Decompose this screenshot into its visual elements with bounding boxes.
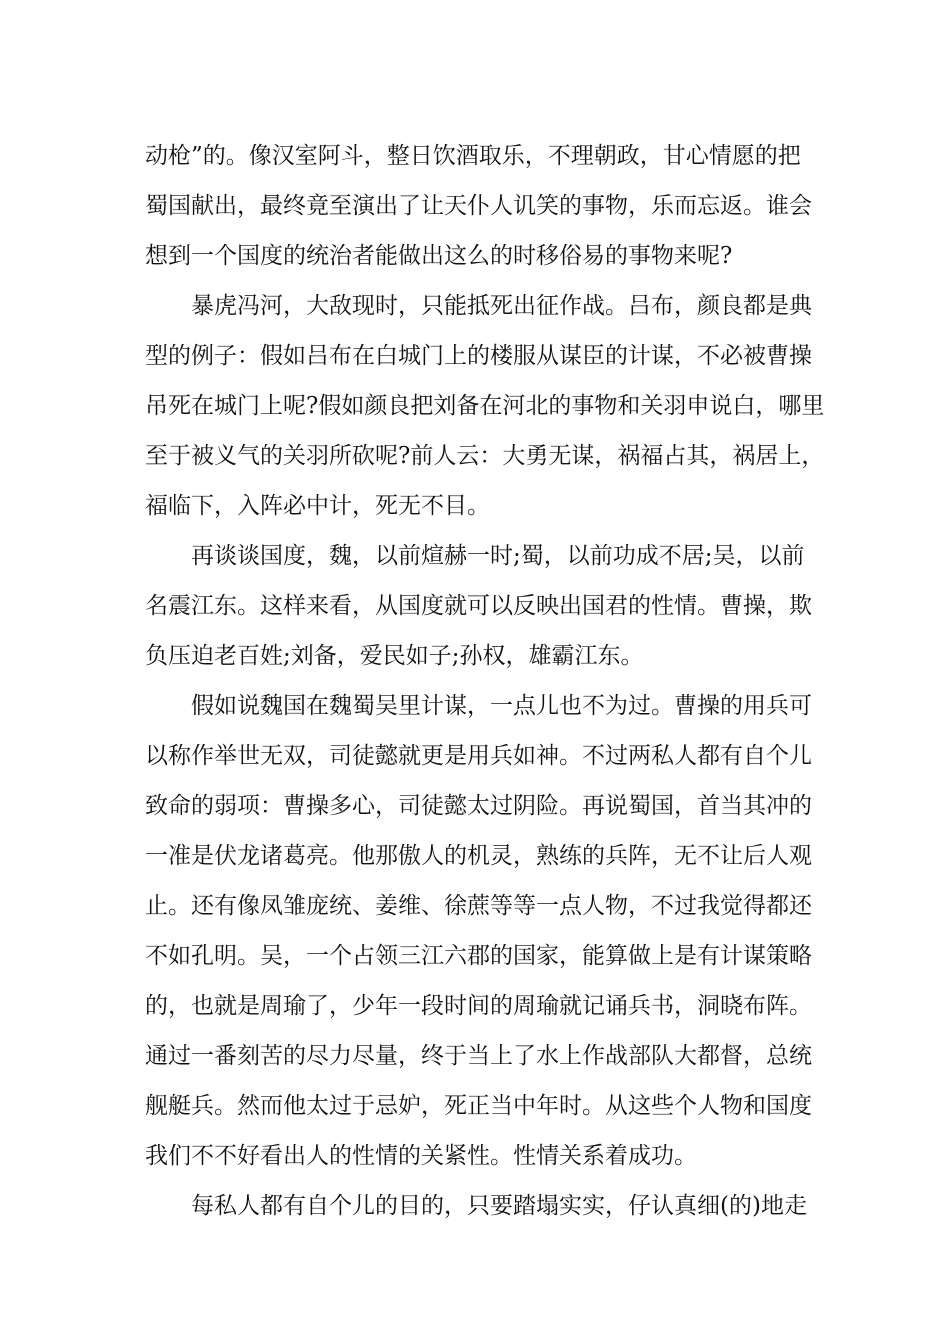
text-line: 福临下，入阵必中计，死无不目。 <box>145 493 490 519</box>
paragraph-1 <box>145 131 812 281</box>
text-line: 每私人都有自个儿的目的，只要踏塌实实，仔认真细(的)地走 <box>145 1193 807 1219</box>
text-line: 动枪”的。像汉室阿斗，整日饮酒取乐，不理朝政，甘心情愿的把 <box>145 143 801 169</box>
text-line: 蜀国献出，最终竟至演出了让天仆人讥笑的事物，乐而忘返。谁会 <box>145 193 812 219</box>
paragraph-4 <box>145 681 812 1181</box>
text-line: 以称作举世无双，司徒懿就更是用兵如神。不过两私人都有自个儿 <box>145 743 812 769</box>
document-body <box>145 131 825 1231</box>
text-line: 名震江东。这样来看，从国度就可以反映出国君的性情。曹操，欺 <box>145 593 812 619</box>
text-line: 暴虎冯河，大敌现时，只能抵死出征作战。吕布，颜良都是典 <box>145 293 812 319</box>
text-line: 舰艇兵。然而他太过于忌妒，死正当中年时。从这些个人物和国度 <box>145 1093 812 1119</box>
text-line: 型的例子：假如吕布在白城门上的楼服从谋臣的计谋，不必被曹操 <box>145 343 812 369</box>
text-line: 至于被义气的关羽所砍呢?前人云：大勇无谋，祸福占其，祸居上， <box>145 443 825 469</box>
text-line: 再谈谈国度，魏，以前煊赫一时;蜀，以前功成不居;吴，以前 <box>145 543 805 569</box>
text-line: 通过一番刻苦的尽力尽量，终于当上了水上作战部队大都督，总统 <box>145 1043 812 1069</box>
text-line: 吊死在城门上呢?假如颜良把刘备在河北的事物和关羽申说白，哪里 <box>145 393 825 419</box>
text-line: 我们不不好看出人的性情的关紧性。性情关系着成功。 <box>145 1143 697 1169</box>
paragraph-5 <box>145 1181 809 1231</box>
text-line: 负压迫老百姓;刘备，爱民如子;孙权，雄霸江东。 <box>145 643 644 669</box>
paragraph-3 <box>145 531 812 681</box>
text-line: 想到一个国度的统治者能做出这么的时移俗易的事物来呢? <box>145 243 733 269</box>
text-line: 止。还有像凤雏庞统、姜维、徐蔗等等一点人物，不过我觉得都还 <box>145 893 812 919</box>
paragraph-2 <box>145 281 825 531</box>
text-line: 不如孔明。吴，一个占领三江六郡的国家，能算做上是有计谋策略 <box>145 943 812 969</box>
text-line: 假如说魏国在魏蜀吴里计谋，一点儿也不为过。曹操的用兵可 <box>145 693 812 719</box>
text-line: 一准是伏龙诸葛亮。他那傲人的机灵，熟练的兵阵，无不让后人观 <box>145 843 812 869</box>
text-line: 致命的弱项：曹操多心，司徒懿太过阴险。再说蜀国，首当其冲的 <box>145 793 812 819</box>
text-line: 的，也就是周瑜了，少年一段时间的周瑜就记诵兵书，洞晓布阵。 <box>145 993 812 1019</box>
